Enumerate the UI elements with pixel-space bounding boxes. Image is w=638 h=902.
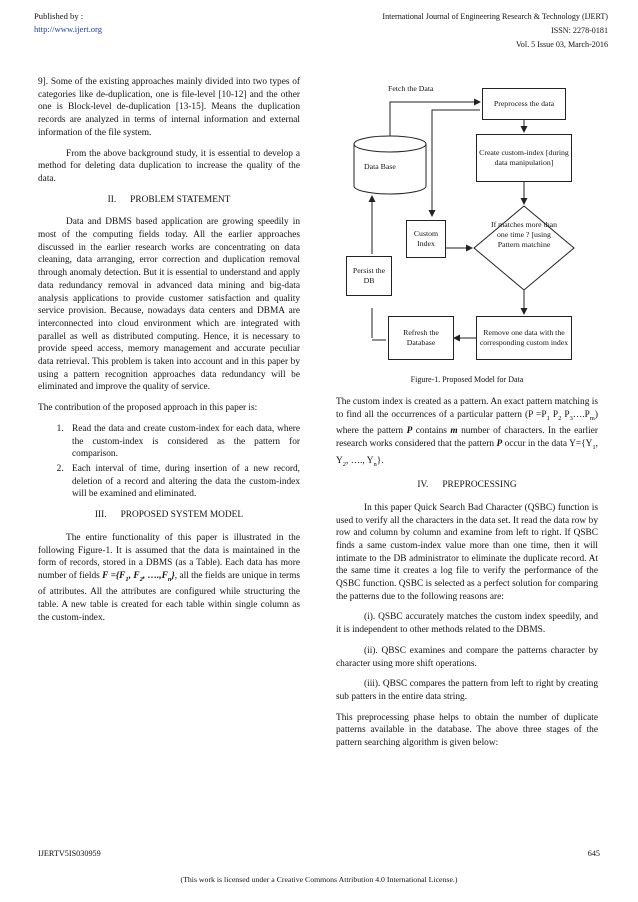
persist-box: Persist the DB	[346, 256, 392, 296]
subscript: 1	[125, 575, 129, 583]
right-column	[336, 396, 598, 758]
database-label: Data Base	[364, 162, 396, 171]
paragraph: From the above background study, it is essential to develop a method for deleting data duplication to increase the quality of the data.	[38, 148, 300, 184]
paragraph: In this paper Quick Search Bad Character (QSBC) function is used to verify all the characters in the data set. It read the data row by row and column by column and examine from left to right. If QSBC finds a same custom-index value more than one time, then it will intimate to the DB administrator to eliminate the duplicate record. At the same time it creates a log file to verify the performance of the QSBC function. QSBC is selected as a perfect solution for comparing the patterns due to the following reasons are:	[336, 502, 598, 602]
text-run: The custom index is created as a pattern. An exact pattern matching is to find all the occurrences of a particular pattern (P =P	[336, 397, 598, 420]
paragraph: This preprocessing phase helps to obtain the number of duplicate patterns available in the database. The above three stages of the pattern searching algorithm is given below:	[336, 712, 598, 749]
custom-index-box: Custom Index	[406, 220, 446, 258]
paper-id: IJERTV5IS030959	[38, 849, 101, 858]
published-by-label: Published by :	[34, 11, 84, 21]
text-run: P	[549, 409, 559, 420]
section-title: PROPOSED SYSTEM MODEL	[120, 510, 244, 521]
figure-caption: Figure-1. Proposed Model for Data	[410, 375, 524, 384]
create-index-box: Create custom-index [during data manipulation]	[476, 134, 572, 182]
paragraph: (ii). QBSC examines and compare the patterns character by character using more shift operations.	[336, 645, 598, 669]
math-run: m	[450, 426, 458, 437]
refresh-box: Refresh the Database	[388, 316, 454, 360]
paragraph	[336, 396, 598, 471]
section-heading	[336, 479, 598, 492]
section-number: III.	[94, 510, 107, 521]
issn: ISSN: 2278-0181	[551, 26, 608, 35]
paragraph: The contribution of the proposed approach in this paper is:	[38, 403, 258, 414]
left-column	[38, 76, 300, 633]
fetch-arrow	[390, 102, 480, 136]
text-run: , all the fields are unique in terms of attributes. All the attributes are configured while structuring the table. A new table is created for each table within single column as the custom-index.	[38, 570, 300, 623]
text-run: }.	[376, 455, 384, 466]
text-run: , Y	[336, 438, 598, 466]
paragraph: 9]. Some of the existing approaches mainly divided into two types of categories like de-duplication, one is file-level [10-12] and the other one is Block-level de-duplication [13-15]. Means the duplication records are analyzed in terms of internal information and external information of the file system.	[38, 77, 300, 138]
text-run: The entire functionality of this paper is illustrated in the following Figure-1. It is assumed that the data is maintained in the form of records, stored in a DBMS (as a Table). Each data has more number of fields	[38, 532, 300, 581]
list-item: 2. Each interval of time, during insertion of a new record, deletion of a record and altering the data the custom-index will be examined and eliminated.	[66, 463, 300, 501]
subscript: m	[589, 414, 595, 422]
paragraph: Data and DBMS based application are growing speedily in most of the computing fields today. All the earlier approaches discussed in the earlier research works are concentrating on data cleaning, data arranging, error correction and duplication removal through anomaly detection. But it is essential to understand and apply data redundancy removal in advanced data mining and big-data analysis applications to provide customer satisfaction and quality service provision. Because, nowadays data centers and DBMA are interconnected into cloud environment which are integrated with parallel as well as distributed computing. Hence, it is necessary to provide speed access, memory management and accurate peculiar data retrieval. This problem is taken into account and in this paper by using a pattern recognition approaches data redundancy will be eliminated and improve the quality of service.	[38, 217, 300, 393]
journal-title: International Journal of Engineering Research & Technology (IJERT)	[382, 12, 608, 21]
subscript: 2	[558, 414, 562, 422]
preprocess-box: Preprocess the data	[482, 88, 566, 120]
text-run: occur in the data Y={Y	[502, 438, 593, 449]
decision-text: If matches more than one time ? [using Pattern matchine	[490, 220, 558, 249]
subscript: 2	[139, 575, 143, 583]
text-run: , …., Y	[346, 455, 374, 466]
section-title: PREPROCESSING	[442, 480, 517, 491]
license-notice: (This work is licensed under a Creative Commons Attribution 4.0 International License.)	[180, 875, 458, 884]
subscript: 3	[569, 414, 573, 422]
contribution-list	[38, 423, 300, 501]
list-item: 1. Read the data and create custom-index for each data, where the custom-index is considered as the pattern for comparison.	[66, 423, 300, 461]
journal-link[interactable]: http://www.ijert.org	[34, 24, 103, 34]
math-run: F ={F	[102, 570, 126, 581]
publisher-block	[34, 10, 102, 36]
paragraph	[38, 532, 300, 625]
math-run: , ….,F	[142, 570, 168, 581]
math-run: , F	[128, 570, 140, 581]
math-run: P	[406, 426, 413, 437]
subscript: 2	[342, 460, 347, 468]
text-run: ….P	[572, 409, 590, 420]
text-run: ) where the pattern	[336, 409, 598, 437]
section-heading	[38, 194, 300, 207]
remove-box: Remove one data with the corresponding custom index	[476, 316, 572, 360]
paragraph: (iii). QBSC compares the pattern from left to right by creating sub patters in the entire data string.	[336, 679, 598, 702]
proposed-model-diagram	[336, 78, 598, 378]
section-number: II.	[107, 194, 117, 205]
subscript: n	[167, 575, 172, 583]
text-run: number of characters. In the earlier research works considered that the pattern	[336, 426, 598, 449]
volume-issue: Vol. 5 Issue 03, March-2016	[515, 40, 608, 49]
subscript: n	[373, 460, 377, 468]
paragraph: (i). QSBC accurately matches the custom index speedily, and it is independent to other methods related to the DBMS.	[336, 612, 598, 636]
subscript: 1	[546, 414, 550, 422]
text-run: contains	[412, 426, 451, 437]
section-title: PROBLEM STATEMENT	[130, 194, 231, 205]
section-number: IV.	[417, 480, 429, 491]
fetch-label: Fetch the Data	[388, 84, 434, 93]
arrow	[432, 110, 480, 216]
journal-info	[382, 10, 608, 52]
math-run: }	[171, 570, 175, 581]
page-number: 645	[587, 849, 600, 858]
text-run: P	[561, 409, 570, 420]
section-heading	[38, 509, 300, 522]
subscript: 1	[592, 443, 596, 451]
math-run: P	[496, 438, 503, 449]
